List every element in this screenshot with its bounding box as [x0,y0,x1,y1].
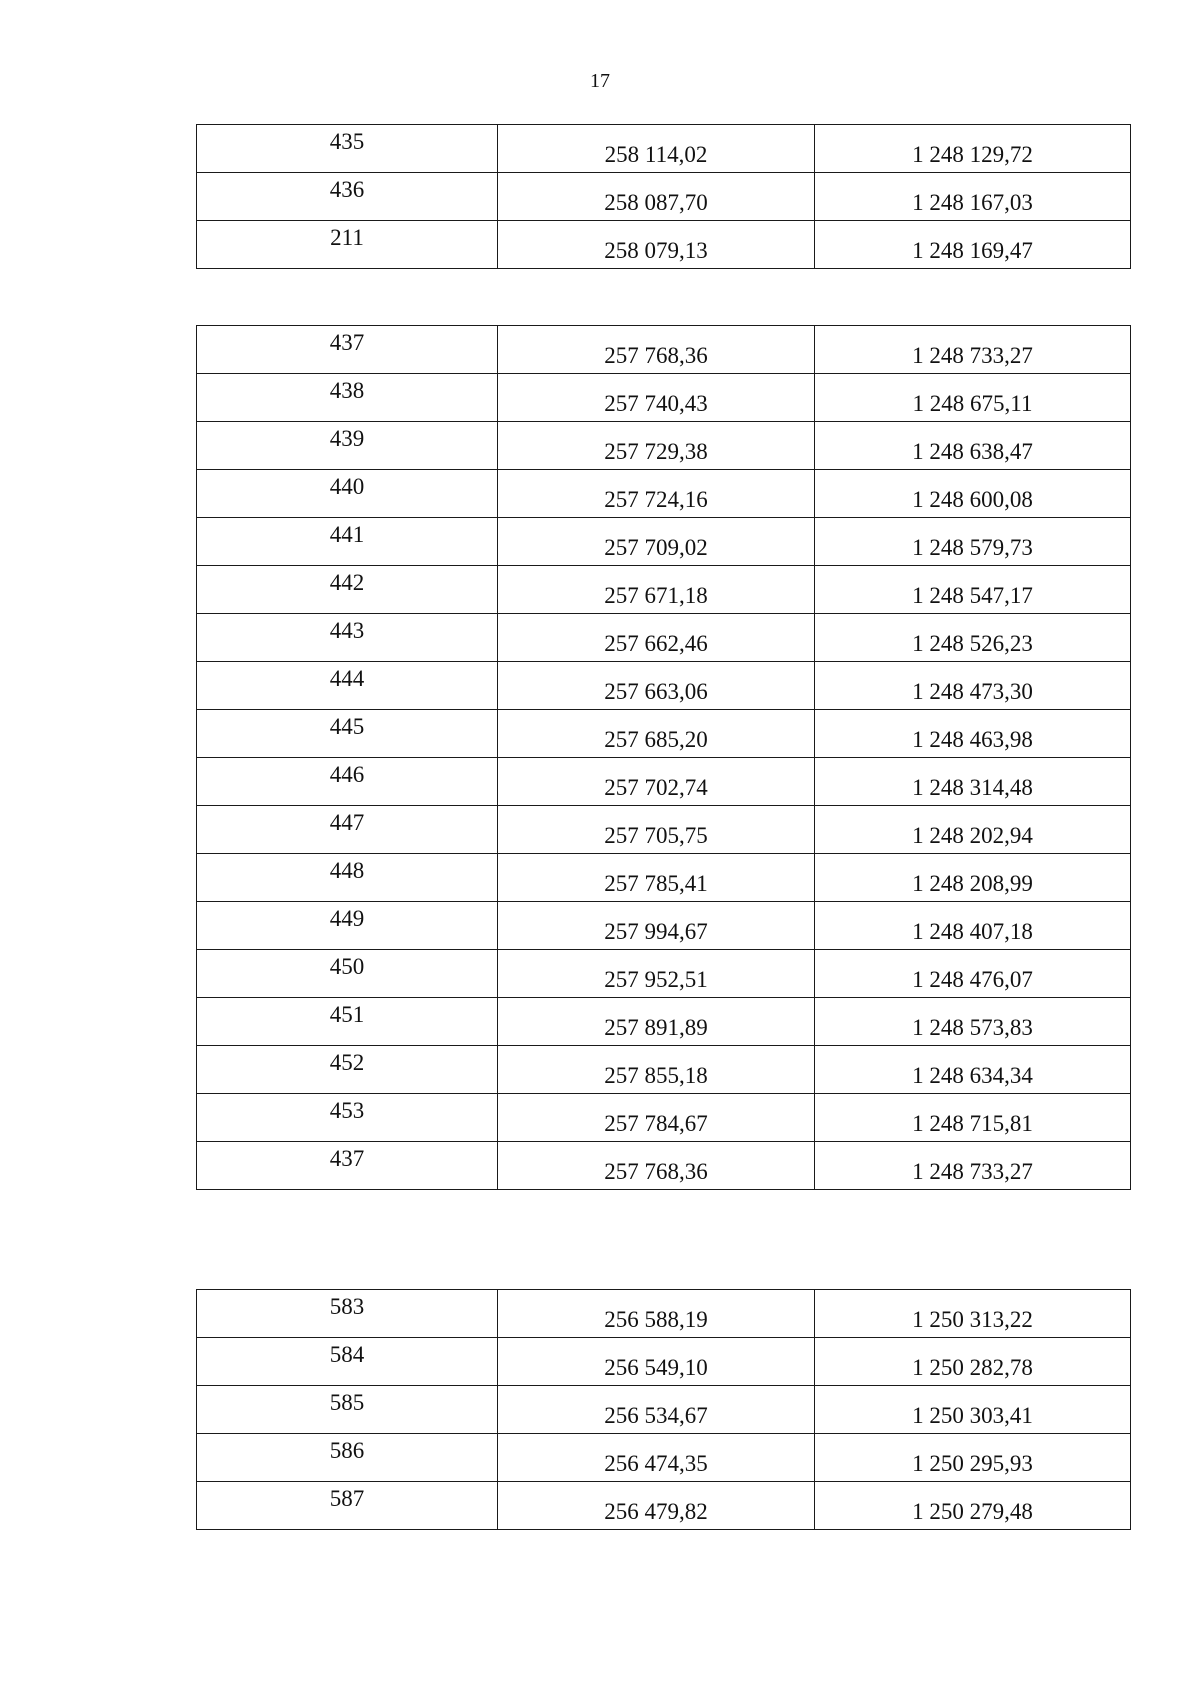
point-number-cell: 451 [197,998,498,1046]
y-coordinate-cell: 1 248 715,81 [815,1094,1131,1142]
table-row [197,374,1131,422]
y-coordinate-cell: 1 248 167,03 [815,173,1131,221]
y-coordinate-cell: 1 250 295,93 [815,1434,1131,1482]
page-number: 17 [590,70,610,92]
table-row [197,998,1131,1046]
point-number-cell: 446 [197,758,498,806]
y-coordinate-cell: 1 248 547,17 [815,566,1131,614]
x-coordinate-cell: 257 855,18 [498,1046,815,1094]
table-row [197,1482,1131,1530]
x-coordinate-cell: 257 952,51 [498,950,815,998]
y-coordinate-cell: 1 248 314,48 [815,758,1131,806]
table-row [197,758,1131,806]
x-coordinate-cell: 257 685,20 [498,710,815,758]
point-number-cell: 583 [197,1290,498,1338]
point-number-cell: 437 [197,1142,498,1190]
point-number-cell: 447 [197,806,498,854]
y-coordinate-cell: 1 248 634,34 [815,1046,1131,1094]
point-number-cell: 436 [197,173,498,221]
y-coordinate-cell: 1 248 733,27 [815,326,1131,374]
x-coordinate-cell: 257 740,43 [498,374,815,422]
point-number-cell: 438 [197,374,498,422]
x-coordinate-cell: 256 534,67 [498,1386,815,1434]
point-number-cell: 585 [197,1386,498,1434]
x-coordinate-cell: 257 994,67 [498,902,815,950]
y-coordinate-cell: 1 248 208,99 [815,854,1131,902]
x-coordinate-cell: 257 671,18 [498,566,815,614]
y-coordinate-cell: 1 248 473,30 [815,662,1131,710]
table-row [197,422,1131,470]
table-body [197,125,1131,269]
point-number-cell: 211 [197,221,498,269]
x-coordinate-cell: 256 479,82 [498,1482,815,1530]
table-row [197,1094,1131,1142]
y-coordinate-cell: 1 248 579,73 [815,518,1131,566]
x-coordinate-cell: 256 474,35 [498,1434,815,1482]
x-coordinate-cell: 258 114,02 [498,125,815,173]
y-coordinate-cell: 1 250 303,41 [815,1386,1131,1434]
y-coordinate-cell: 1 248 638,47 [815,422,1131,470]
table-row [197,662,1131,710]
point-number-cell: 439 [197,422,498,470]
y-coordinate-cell: 1 250 282,78 [815,1338,1131,1386]
table-row [197,950,1131,998]
x-coordinate-cell: 258 079,13 [498,221,815,269]
y-coordinate-cell: 1 248 407,18 [815,902,1131,950]
table-row [197,221,1131,269]
y-coordinate-cell: 1 248 202,94 [815,806,1131,854]
table-row [197,1142,1131,1190]
table-body [197,1290,1131,1530]
point-number-cell: 445 [197,710,498,758]
table-row [197,1290,1131,1338]
x-coordinate-cell: 257 709,02 [498,518,815,566]
coordinates-table-2 [196,325,1131,1190]
x-coordinate-cell: 256 549,10 [498,1338,815,1386]
table-row [197,1386,1131,1434]
y-coordinate-cell: 1 248 600,08 [815,470,1131,518]
y-coordinate-cell: 1 248 733,27 [815,1142,1131,1190]
y-coordinate-cell: 1 248 573,83 [815,998,1131,1046]
point-number-cell: 586 [197,1434,498,1482]
point-number-cell: 448 [197,854,498,902]
table-body [197,326,1131,1190]
x-coordinate-cell: 257 724,16 [498,470,815,518]
table-row [197,1338,1131,1386]
table-row [197,518,1131,566]
point-number-cell: 444 [197,662,498,710]
table-row [197,173,1131,221]
table-row [197,566,1131,614]
point-number-cell: 449 [197,902,498,950]
table-row [197,806,1131,854]
table-row [197,1434,1131,1482]
point-number-cell: 450 [197,950,498,998]
table-row [197,326,1131,374]
x-coordinate-cell: 257 662,46 [498,614,815,662]
y-coordinate-cell: 1 248 129,72 [815,125,1131,173]
point-number-cell: 443 [197,614,498,662]
table-row [197,1046,1131,1094]
x-coordinate-cell: 257 729,38 [498,422,815,470]
x-coordinate-cell: 257 663,06 [498,662,815,710]
table-row [197,470,1131,518]
y-coordinate-cell: 1 250 313,22 [815,1290,1131,1338]
y-coordinate-cell: 1 248 476,07 [815,950,1131,998]
y-coordinate-cell: 1 248 526,23 [815,614,1131,662]
point-number-cell: 437 [197,326,498,374]
table-row [197,614,1131,662]
table-row [197,854,1131,902]
point-number-cell: 441 [197,518,498,566]
y-coordinate-cell: 1 248 169,47 [815,221,1131,269]
coordinates-table-3 [196,1289,1131,1530]
point-number-cell: 453 [197,1094,498,1142]
x-coordinate-cell: 257 768,36 [498,1142,815,1190]
point-number-cell: 584 [197,1338,498,1386]
y-coordinate-cell: 1 250 279,48 [815,1482,1131,1530]
x-coordinate-cell: 257 784,67 [498,1094,815,1142]
x-coordinate-cell: 257 768,36 [498,326,815,374]
table-row [197,125,1131,173]
point-number-cell: 435 [197,125,498,173]
point-number-cell: 452 [197,1046,498,1094]
table-row [197,710,1131,758]
coordinates-table-1 [196,124,1131,269]
x-coordinate-cell: 257 891,89 [498,998,815,1046]
table-row [197,902,1131,950]
y-coordinate-cell: 1 248 675,11 [815,374,1131,422]
y-coordinate-cell: 1 248 463,98 [815,710,1131,758]
x-coordinate-cell: 257 702,74 [498,758,815,806]
x-coordinate-cell: 257 785,41 [498,854,815,902]
point-number-cell: 587 [197,1482,498,1530]
x-coordinate-cell: 258 087,70 [498,173,815,221]
point-number-cell: 442 [197,566,498,614]
x-coordinate-cell: 257 705,75 [498,806,815,854]
point-number-cell: 440 [197,470,498,518]
x-coordinate-cell: 256 588,19 [498,1290,815,1338]
